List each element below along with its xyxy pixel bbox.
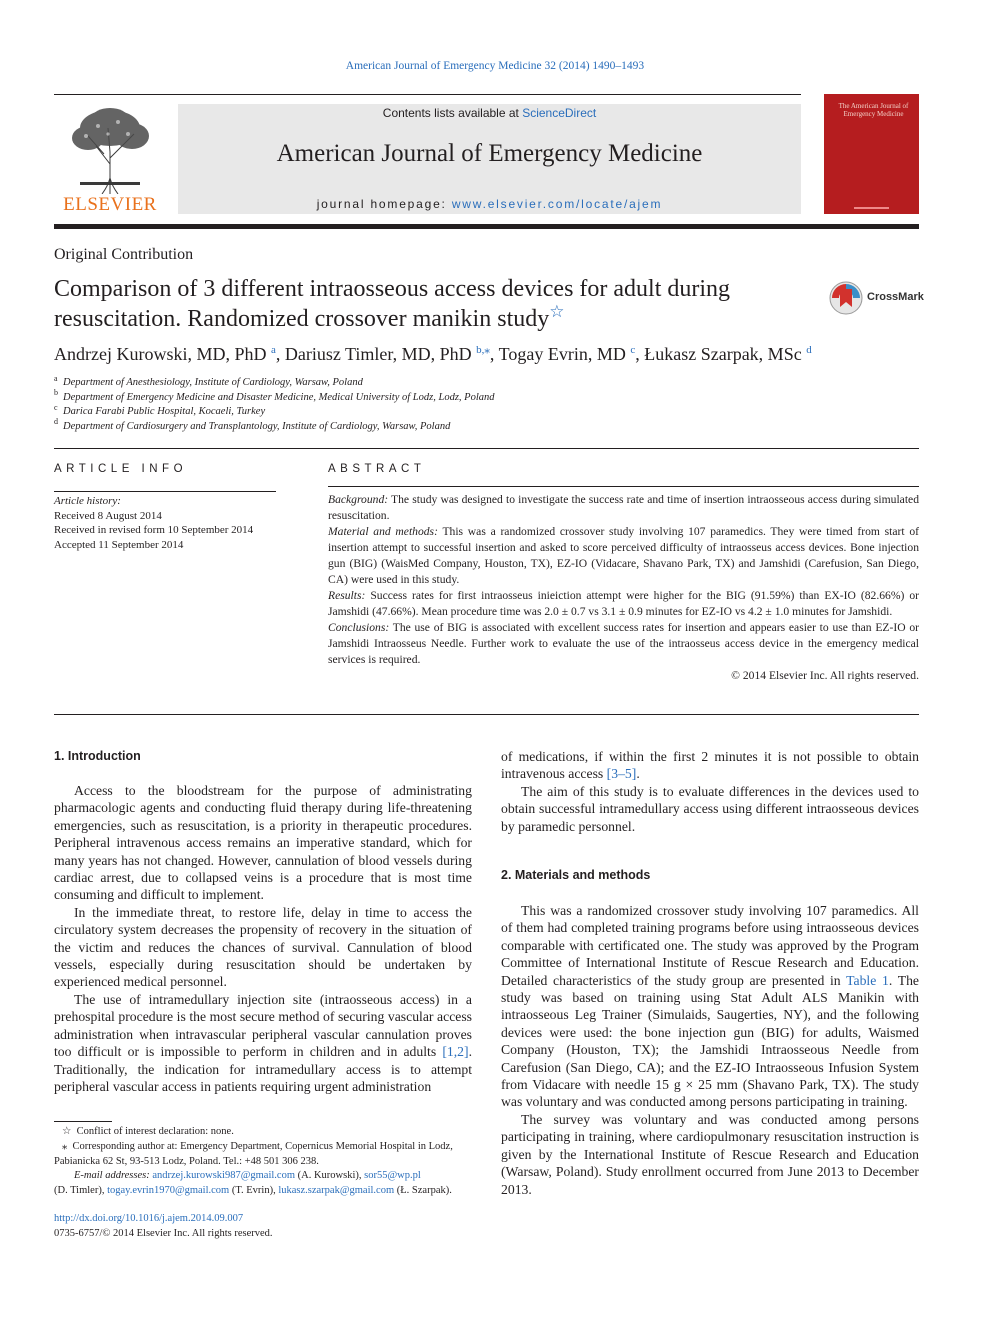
email-link[interactable]: lukasz.szarpak@gmail.com [278, 1185, 395, 1197]
email-footnote [54, 1169, 474, 1184]
email-link[interactable]: andrzej.kurowski987@gmail.com [152, 1170, 295, 1182]
author-name: Andrzej Kurowski, MD, PhD [54, 344, 267, 364]
methods-text [501, 902, 919, 1198]
intro-p3-text: The use of intramedullary injection site (intraosseous access) in a prehospital procedure is the most secure method of securing vascular access administration when intravascular peripheral vascular cannulation proves too difficult or is impossible to perform in children and in adults [54, 991, 472, 1060]
abstract-methods [328, 524, 919, 588]
background-label: Background: [328, 493, 389, 506]
coi-text: Conflict of interest declaration: none. [76, 1126, 234, 1137]
email-owner: (A. Kurowski), [295, 1170, 365, 1182]
conclusions-text: The use of BIG is associated with excellent success rates for insertion and appears easier to use than EZ-IO or Jamshidi Intraosseus Needle. Further work to evaluate the use of the intraosseus access device in the emergency medical services is required. [328, 621, 919, 666]
author-affiliation-mark[interactable]: d [806, 344, 812, 356]
abstract-rule [328, 486, 919, 487]
background-text: The study was designed to investigate the success rate and time of insertion intraosseous access during simulated resuscitation. [328, 493, 919, 522]
affiliation-text: Department of Anesthesiology, Institute of Cardiology, Warsaw, Poland [63, 377, 363, 388]
author-separator: , [275, 344, 285, 364]
email-link[interactable]: togay.evrin1970@gmail.com [107, 1185, 230, 1197]
issn-line: 0735-6757/© 2014 Elsevier Inc. All rights reserved. [54, 1227, 273, 1239]
author-list [54, 344, 812, 365]
affiliation-text: Darica Farabi Public Hospital, Kocaeli, Turkey [63, 406, 266, 417]
affiliation-item: b Department of Emergency Medicine and Disaster Medicine, Medical University of Lodz, Lodz, Poland [54, 388, 495, 403]
author-name: Łukasz Szarpak, MSc [644, 344, 802, 364]
abstract-conclusions [328, 620, 919, 668]
cover-title: The American Journal of Emergency Medicine [838, 102, 909, 118]
coi-footnote [54, 1125, 474, 1140]
intro-paragraph: Access to the bloodstream for the purpose of administrating pharmacologic agents and conducting fluid therapy during life-threatening emergencies, such as resuscitation, is a priority in therapeutic procedures. Peripheral intravenous access remains an imperative standard, which for many years has not changed. However, cannulation of blood vessels during cardiac arrest, due to collapsed veins is a procedure that is most time consuming and difficult to implement. [54, 783, 472, 903]
article-info-heading: ARTICLE INFO [54, 463, 188, 475]
sciencedirect-link[interactable]: ScienceDirect [522, 106, 597, 120]
footnotes [54, 1125, 474, 1199]
email-owner: (T. Evrin), [229, 1185, 279, 1197]
methods-paragraph [501, 902, 919, 1111]
journal-cover-thumbnail[interactable] [824, 94, 919, 214]
abstract-results [328, 588, 919, 620]
email-footnote-cont [54, 1184, 474, 1199]
author-affiliation-mark[interactable]: a [270, 344, 276, 356]
reference-link[interactable]: [3–5] [606, 766, 637, 782]
conclusions-label: Conclusions: [328, 621, 390, 634]
journal-citation[interactable]: American Journal of Emergency Medicine 32 (2014) 1490–1493 [345, 60, 645, 72]
results-label: Results: [328, 589, 366, 602]
article-title [54, 274, 794, 334]
intro-paragraph [54, 991, 472, 1095]
right-column-top [501, 748, 919, 835]
elsevier-tree-icon [68, 106, 152, 194]
article-info-rule [54, 491, 276, 492]
received-date: Received 8 August 2014 [54, 509, 162, 522]
affiliation-item: d Department of Cardiosurgery and Transplantology, Institute of Cardiology, Warsaw, Poland [54, 417, 451, 432]
affiliation-item: c Darica Farabi Public Hospital, Kocaeli, Turkey [54, 402, 266, 417]
doi-link[interactable]: http://dx.doi.org/10.1016/j.ajem.2014.09.007 [54, 1213, 244, 1224]
homepage-prefix: journal homepage: [316, 197, 452, 211]
intro-cont-text: . [636, 766, 640, 782]
accepted-date: Accepted 11 September 2014 [54, 538, 184, 551]
revised-date: Received in revised form 10 September 2014 [54, 524, 254, 536]
methods-p1-text: . The study was based on training using Stat Adult ALS Manikin with intraosseous Leg Trainer (Simulaids, Saugerties, NY), and the following devices were used: the bone injection gun (BIG) for adults, Waismed Company (Houston, TX); the Jamshidi Intraosseous Needle from Carefusion (San Diego, CA); and the EZ-IO Intraosseous Infusion System from Vidacare with needle 15 g × 25 mm (Shavano Park, TX). The study was voluntary and was conducted among persons participating in training. [501, 972, 919, 1110]
corresponding-footnote [54, 1140, 474, 1170]
author-name: Dariusz Timler, MD, PhD [284, 344, 472, 364]
intro-paragraph: In the immediate threat, to restore life, delay in time to access the circulatory system decreases the propensity of recovery in the situation of the victim and reduces the chances of survival. Cannulation of blood vessels, especially during resuscitation should be undertaken by experienced medical personnel. [54, 904, 472, 990]
author-separator: , [489, 344, 499, 364]
corr-text: Corresponding author at: Emergency Department, Copernicus Memorial Hospital in Lodz, Pabianicka 62 St, 93-513 Lodz, Poland. Tel.: +48 501 306 238. [54, 1140, 453, 1167]
email-owner: (D. Timler), [54, 1185, 108, 1197]
contents-prefix: Contents lists available at [382, 106, 523, 120]
reference-link[interactable]: [1,2] [442, 1044, 469, 1060]
article-history [54, 494, 253, 552]
crossmark-label: CrossMark [867, 291, 924, 303]
crossmark-icon [829, 281, 863, 315]
publisher-name: ELSEVIER [63, 194, 157, 215]
cover-decoration [854, 207, 889, 209]
author-affiliation-mark[interactable]: b,⁎ [476, 344, 490, 356]
affiliations [54, 373, 495, 434]
contents-line [178, 106, 801, 120]
header-rule [54, 94, 801, 95]
history-label: Article history: [54, 495, 121, 507]
journal-name: American Journal of Emergency Medicine [276, 140, 703, 167]
abstract-bottom-rule [54, 714, 919, 715]
coi-mark: ☆ [62, 1126, 72, 1137]
homepage-line [178, 197, 801, 211]
intro-text [54, 782, 472, 1095]
article-title-text: Comparison of 3 different intraosseous access devices for adult during resuscitation. Randomized crossover manikin study [54, 276, 731, 332]
email-link[interactable]: sor55@wp.pl [364, 1170, 421, 1182]
email-label: E-mail addresses: [74, 1170, 150, 1182]
author-separator: , [635, 344, 645, 364]
crossmark-badge[interactable] [829, 281, 924, 317]
footnote-rule [54, 1121, 112, 1122]
methods-label: Material and methods: [328, 525, 438, 538]
header-thick-rule [54, 224, 919, 229]
title-footnote-mark[interactable]: ☆ [549, 302, 565, 321]
affiliation-text: Department of Emergency Medicine and Disaster Medicine, Medical University of Lodz, Lodz, Poland [63, 391, 495, 403]
corr-mark: ⁎ [62, 1140, 68, 1152]
email-owner: (Ł. Szarpak). [394, 1185, 452, 1197]
aim-paragraph: The aim of this study is to evaluate differences in the devices used to obtain successful intramedullary access using different intraosseous devices by paramedic personnel. [501, 783, 919, 834]
methods-paragraph: The survey was voluntary and was conducted among persons participating in training, where cardiopulmonary resuscitation instruction is given by the International Institute of Rescue Research and Education (Warsaw, Poland). Study enrollment occurred from June 2013 to December 2013. [501, 1111, 919, 1197]
abstract-rights: © 2014 Elsevier Inc. All rights reserved. [731, 669, 919, 682]
section-type: Original Contribution [54, 246, 194, 263]
methods-heading: 2. Materials and methods [501, 868, 651, 882]
table-link[interactable]: Table 1 [846, 972, 889, 988]
methods-p1-text: This was a randomized crossover study involving 107 paramedics. All of them had completed training programs before using intraosseous devices comparable with certificated one. The study was approved by the Program Committee of International Institute of Rescue Research and Education. Detailed characteristics of the study group are presented in [501, 903, 919, 988]
intro-p3-text: . Traditionally, the indication for intramedullary access is to attempt peripheral vascular access in patients requiring urgent administration [54, 1044, 472, 1094]
elsevier-logo[interactable] [54, 102, 166, 214]
results-text: Success rates for first intraosseus inieiction attempt were higher for the BIG (91.59%) than EX-IO (82.66%) or Jamshidi (47.66%). Mean procedure time was 2.0 ± 0.7 vs 3.1 ± 0.9 minutes for EZ-IO vs 4.2 ± 1.0 minutes for Jamshidi. [328, 589, 919, 618]
intro-continued [501, 748, 919, 783]
author-affiliation-mark[interactable]: c [630, 344, 636, 356]
affiliation-text: Department of Cardiosurgery and Transplantology, Institute of Cardiology, Warsaw, Poland [63, 420, 451, 432]
intro-cont-text: of medications, if within the first 2 minutes it is not possible to obtain intravenous access [501, 749, 919, 782]
methods-text: This was a randomized crossover study involving 107 paramedics. They were timed from start of insertion attempt to successful insertion and asked to score perceived difficulty of intraosseus access devices. Bone injection gun (BIG) (WaisMed Company, Houston, TX), EZ-IO (Vidacare, Shavano Park, TX) and Jamshidi (Carefusion, San Diego, CA) were used in this study. [328, 525, 919, 586]
intro-heading: 1. Introduction [54, 749, 141, 763]
homepage-link[interactable]: www.elsevier.com/locate/ajem [451, 197, 663, 211]
abstract-background [328, 492, 919, 524]
info-top-rule [54, 448, 919, 449]
abstract-body [328, 492, 919, 684]
author-name: Togay Evrin, MD [498, 344, 626, 364]
abstract-heading: ABSTRACT [328, 463, 426, 475]
affiliation-item: a Department of Anesthesiology, Institute of Cardiology, Warsaw, Poland [54, 373, 363, 388]
doi-block [54, 1212, 474, 1242]
